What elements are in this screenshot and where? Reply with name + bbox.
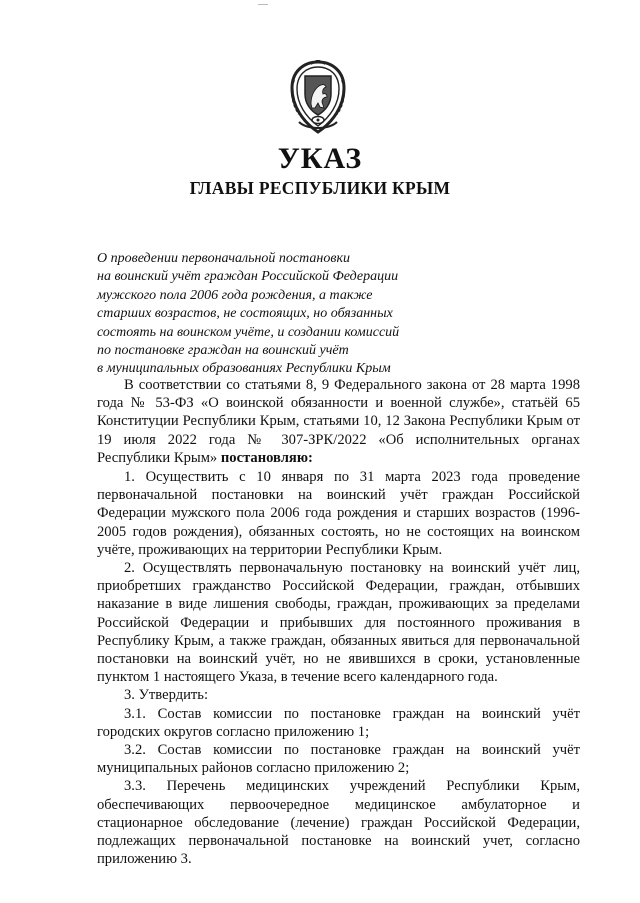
subject-line: мужского пола 2006 года рождения, а также [97, 287, 373, 303]
document-title: УКАЗ [277, 142, 363, 175]
clause-3-2: 3.2. Состав комиссии по постановке граждан на воинский учёт муниципальных районов согласно приложению 2; [97, 742, 580, 777]
clause-3-3: 3.3. Перечень медицинских учреждений Республики Крым, обеспечивающих первоочередное медицинское амбулаторное и стационарное обследование (лечение) граждан Российской Федерации, подлежащих первоначальной постановке на воинский учет, согласно приложению 3. [97, 778, 580, 868]
document-subtitle: ГЛАВЫ РЕСПУБЛИКИ КРЫМ [189, 178, 451, 198]
clause-1: 1. Осуществить с 10 января по 31 марта 2023 года проведение первоначальной постановки на воинский учёт граждан Российской Федерации мужского пола 2006 года рождения и старших возрастов (1996-2005 годов рождения), обязанных состоять, но не состоящих на воинском учёте, проживающих на территории Республики Крым. [97, 469, 580, 558]
preamble-paragraph [97, 376, 580, 467]
subject-line: состоять на воинском учёте, и создании комиссий [97, 324, 400, 340]
clause-3: 3. Утвердить: [124, 687, 209, 704]
subject-line: в муниципальных образованиях Республики Крым [97, 361, 391, 377]
scan-artifact [258, 0, 268, 5]
subject-line: по постановке граждан на воинский учёт [97, 343, 349, 359]
subject-line: О проведении первоначальной постановки [97, 251, 350, 266]
clause-3-1: 3.1. Состав комиссии по постановке граждан на воинский учёт городских округов согласно приложению 1; [97, 705, 580, 740]
preamble-text: В соответствии со статьями 8, 9 Федерального закона от 28 марта 1998 года № 53-ФЗ «О воинской обязанности и военной службе», статьёй 65 Конституции Республики Крым, статьями 10, 12 Закона Республики Крым от 19 июля 2022 года № 307-ЗРК/2022 «Об исполнительных органах Республики Крым» [97, 377, 580, 466]
decree-subject [97, 250, 437, 379]
crimea-coat-of-arms-icon [287, 60, 349, 136]
clauses-section [97, 468, 580, 868]
subject-line: на воинский учёт граждан Российской Федерации [97, 269, 399, 285]
decision-keyword: постановляю: [220, 449, 313, 466]
clause-2: 2. Осуществлять первоначальную постановку на воинский учёт лиц, приобретших гражданство Российской Федерации, граждан, отбывших наказание в виде лишения свободы, граждан, проживающих за пределами Российской Федерации и прибывших для постоянного проживания в Республику Крым, а также граждан, обязанных явиться для первоначальной постановки на воинский учёт, но не явившихся в сроки, установленные пунктом 1 настоящего Указа, в течение всего календарного года. [97, 560, 580, 686]
subject-line: старших возрастов, не состоящих, но обязанных [97, 306, 393, 322]
preamble-section [97, 376, 580, 467]
